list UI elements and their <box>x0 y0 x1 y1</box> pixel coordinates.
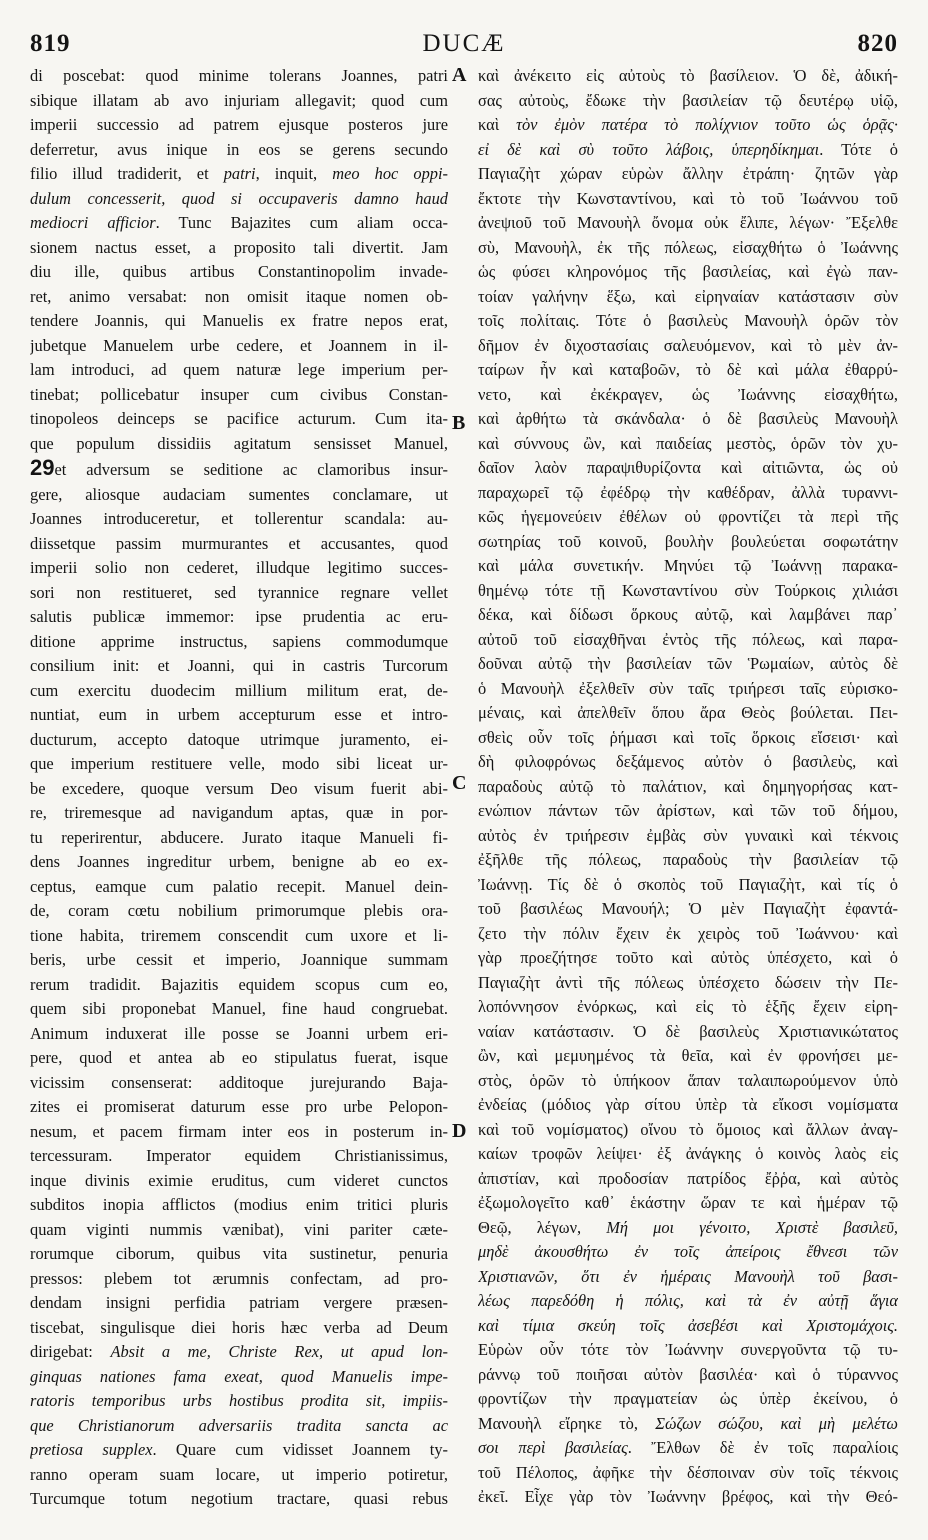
running-title: DUCÆ <box>422 30 506 57</box>
text-line: θημένῳ τότε τῇ Κωνσταντίνου σὺν Τούρκοις χιλιάσι <box>478 580 898 600</box>
text-line: καὶ τοῦ νομίσματος) οἴνου τὸ ὅμοιος καὶ ἄλλων ἀναγ- <box>478 1119 898 1139</box>
text-line: subditos inopia afflictos (modius enim tritici pluris <box>30 1195 448 1214</box>
text-line: ἐξωμολογεῖτο καθ᾽ ἑκάστην ὥραν τε καὶ ἡμέραν τῷ <box>478 1193 898 1212</box>
text-line: τοῦ Πέλοπος, ἀφῆκε τὴν δέσποιναν σὺν τοῖς τέκνοις <box>478 1462 898 1482</box>
text-line: Παγιαζὴτ χώραν εὑρὼν ἄλλην ἐτράπη· ζητῶν γὰρ <box>478 164 898 183</box>
text-line: pretiosa supplex. Quare cum vidisset Joannem ty- <box>30 1440 448 1459</box>
text-line: dens Joannes ingreditur urbem, benigne ab eo ex- <box>30 852 448 871</box>
text-line: γὰρ προεζήτησε τοῦτο καὶ αὐτὸς ὑπέσχετο, καὶ ὁ <box>478 948 898 967</box>
text-line: nuntiat, eum in urbem accepturum esse et intro- <box>30 705 448 724</box>
margin-marker-b: B <box>452 412 466 434</box>
text-line: ταίρων ἦν καὶ καταβοῶν, τὸ δὲ καὶ μάλα ἐθαρρύ- <box>478 360 898 379</box>
text-line: quam viginti nummis vænibat), vini pariter cæte- <box>30 1219 448 1239</box>
text-line: que Christianorum adversariis tradita sancta ac <box>30 1415 448 1435</box>
text-line: vicissim consenserat: additoque jurejurando Baja- <box>30 1072 448 1092</box>
text-line: τοίαν γαλήνην ἕξω, καὶ εἰρηναίαν κατάστασιν σὺν <box>478 286 898 306</box>
text-line: gere, aliosque audaciam sumentes conclamare, ut <box>30 484 448 504</box>
text-line: 29et adversum se seditione ac clamoribus insur- <box>30 456 448 480</box>
text-line: ἐκεῖ. Εἶχε γὰρ τὸν Ἰωάννην βρέφος, καὶ τὴν Θεό- <box>478 1487 898 1506</box>
text-line: καὶ σύννους ὢν, καὶ παιδείας μεστὸς, ὁρῶν τὸν χυ- <box>478 433 898 453</box>
text-line: κῶς ἡγεμονεύειν ἐθέλων οὐ φροντίζει τὰ περὶ τῆς <box>478 507 898 526</box>
margin-marker-a: A <box>452 64 467 86</box>
text-line: σὺ, Μανουὴλ, ἐκ τῆς πόλεως, εἰσαχθήτω ὁ Ἰωάννης <box>478 237 898 257</box>
text-line: ginquas nationes fama exeat, quod Manuelis impe- <box>30 1366 448 1386</box>
page-header <box>30 30 898 64</box>
text-line: dendam insigni perfidia patriam vergere præsen- <box>30 1293 448 1312</box>
text-line: mediocri afficior. Tunc Bajazites cum aliam occa- <box>30 213 448 232</box>
text-line: deferretur, avus inique in eos se gerens secundo <box>30 139 448 159</box>
text-line: tinopoleos deinceps se pacifice acturum. Cum ita- <box>30 409 448 428</box>
text-line: tercessuram. Imperator equidem Christianissimus, <box>30 1146 448 1165</box>
text-line: ἐξῆλθε τῆς πόλεως, παραδοὺς τὴν βασιλείαν τῷ <box>478 850 898 869</box>
text-line: ενώπιον πάντων τῶν ἀρίστων, καὶ τῶν τοῦ δήμου, <box>478 801 898 820</box>
text-line: Μανουὴλ εἴρηκε τὸ, Σώζων σώζου, καὶ μὴ μελέτω <box>478 1413 898 1433</box>
text-line: ὢν, καὶ μεμυημένος τὰ θεῖα, καὶ ἐν φρονήσει με- <box>478 1046 898 1065</box>
text-line: tinebat; pollicebatur insuper cum civibus Constan- <box>30 384 448 404</box>
text-line: consilium init: et Joanni, qui in castris Turcorum <box>30 656 448 675</box>
text-line: pere, quod et antea ab eo stipulatus fuerat, isque <box>30 1048 448 1067</box>
text-line: tiscebat, singulisque diei horis hæc verba ad Deum <box>30 1317 448 1337</box>
text-line: Animum induxerat ille posse se Joanni urbem eri- <box>30 1023 448 1043</box>
text-line: filio illud tradiderit, et patri, inquit, meo hoc oppi- <box>30 164 448 183</box>
text-line: quem sibi proponebat Manuel, fine haud congruebat. <box>30 999 448 1018</box>
text-line: ditione apprime instructus, sapiens commodumque <box>30 631 448 651</box>
text-line: Χριστιανῶν, ὅτι ἐν ἡμέραις Μανουὴλ τοῦ βασι- <box>478 1266 898 1286</box>
text-line: δῆμον ἐν διχοστασίαις σαλευόμενον, καὶ τὸ μὲν ἀν- <box>478 335 898 355</box>
text-line: diissetque passim murmurantes et accusantes, quod <box>30 533 448 553</box>
text-line: τοῦ βασιλέως Μανουήλ; Ὁ μὲν Παγιαζὴτ ἐφαντά- <box>478 899 898 918</box>
margin-marker-d: D <box>452 1120 467 1142</box>
text-line: Turcumque totum negotium tractare, quasi rebus <box>30 1489 448 1508</box>
text-line: nesum, et pacem firmam inter eos in posterum in- <box>30 1121 448 1141</box>
text-line: que imperium restituere velle, modo sibi liceat ur- <box>30 754 448 773</box>
text-line: ὁ Μανουὴλ ἐξελθεῖν σὺν ταῖς τριήρεσι ταῖς εὑρισκο- <box>478 678 898 698</box>
text-line: tendere Joannis, qui Manuelis ex fratre nepos erat, <box>30 311 448 330</box>
text-line: rerum tradidit. Bajazitis equidem scopus cum eo, <box>30 974 448 994</box>
greek-column <box>478 64 898 1524</box>
text-line: ράννῳ τοῦ ποιῆσαι αὐτὸν βασιλέα· καὶ ὁ τύραννος <box>478 1364 898 1384</box>
text-line: εἰ δὲ καὶ σὺ τοῦτο λάβοις, ὑπερηδίκημαι. Τότε ὁ <box>478 139 898 159</box>
text-line: imperii solio non cederet, illudque legitimo succes- <box>30 558 448 577</box>
text-line: sionem nactus esset, a proposito tali divertit. Jam <box>30 237 448 257</box>
text-line: Ἰωάννῃ. Τίς δὲ ὁ σκοπὸς τοῦ Παγιαζὴτ, καὶ τίς ὁ <box>478 874 898 894</box>
text-line: Θεῷ, λέγων, Μή μοι γένοιτο, Χριστὲ βασιλεῦ, <box>478 1217 898 1237</box>
text-line: que populum dissidiis agitatum sensisset Manuel, <box>30 433 448 453</box>
text-line: dulum concesserit, quod si occupaveris damno haud <box>30 188 448 208</box>
text-line: ἀνεψιοῦ τοῦ Μανουὴλ ὄνομα οὐκ ἔλιπε, λέγων· Ἔξελθε <box>478 213 898 232</box>
text-line: cum exercitu duodecim millium militum erat, de- <box>30 680 448 700</box>
text-line: rorumque ciborum, quibus vita sustinetur, penuria <box>30 1244 448 1263</box>
text-line: παραχωρεῖ τῷ ἐφέδρῳ τὴν καθέδραν, ἀλλὰ τυραννι- <box>478 482 898 502</box>
text-line: ἔκτοτε τὴν Κωνσταντίνου, καὶ τὸ τοῦ Ἰωάννου τοῦ <box>478 188 898 208</box>
text-line: καὶ μάλα συνετικήν. Μηνύει τῷ Ἰωάννῃ παρακα- <box>478 556 898 575</box>
text-line: μέναις, καὶ ἀπελθεῖν ὅπου ἄρα Θεὸς βούλεται. Πει- <box>478 703 898 722</box>
text-line: νετο, καὶ ἐκέκραγεν, ὡς Ἰωάννης εἰσαχθήτω, <box>478 384 898 404</box>
text-line: inque divinis eximie eruditus, cum videret cunctos <box>30 1170 448 1190</box>
text-line: τοῖς πολίταις. Τότε ὁ βασιλεὺς Μανουὴλ ὁρῶν τὸν <box>478 311 898 330</box>
text-line: λέως παρεδόθη ἡ πόλις, καὶ τὰ ἐν αὐτῇ ἅγια <box>478 1291 898 1310</box>
text-line: ζετο τὴν πόλιν ἔχειν ἐκ χειρὸς τοῦ Ἰωάννου· καὶ <box>478 923 898 943</box>
page-number-left: 819 <box>30 30 71 57</box>
text-line: zites ei promiserat daturum esse pro urbe Pelopon- <box>30 1097 448 1116</box>
text-line: σωτηρίας τοῦ κοινοῦ, βουλὴν βουλεύεται σοφωτάτην <box>478 531 898 551</box>
text-line: σας αὐτοὺς, ἔδωκε τὴν βασιλείαν τῷ δευτέρῳ υἱῷ, <box>478 90 898 110</box>
text-line: καὶ τὸν ἐμὸν πατέρα τὸ πολίχνιον τοῦτο ὡς ὁρᾷς· <box>478 115 898 134</box>
text-line: ducturum, accepto datoque utrimque juramento, ei- <box>30 729 448 749</box>
text-line: καὶ ἀνέκειτο εἰς αὐτοὺς τὸ βασίλειον. Ὁ δὲ, ἀδική- <box>478 66 898 85</box>
text-line: σθεὶς οὖν τοῖς ῥήμασι καὶ τοῖς ὅρκοις εἴσεισι· καὶ <box>478 727 898 747</box>
text-line: re, triremesque ad navigandum aptas, quæ in por- <box>30 803 448 822</box>
section-number: 29 <box>30 456 55 480</box>
text-line: lam introduci, ad quem naturæ lege imperium per- <box>30 360 448 379</box>
text-line: tu reperirentur, abducere. Jurato itaque Manueli fi- <box>30 827 448 847</box>
text-line: καὶ ἀρθήτω τὰ σκάνδαλα· ὁ δὲ βασιλεὺς Μανουὴλ <box>478 409 898 428</box>
text-line: salutis publicæ immemor: ipse prudentia ac eru- <box>30 607 448 626</box>
text-line: di poscebat: quod minime tolerans Joannes, patri <box>30 66 448 85</box>
margin-marker-c: C <box>452 772 467 794</box>
page-number-right: 820 <box>857 30 898 57</box>
text-line: Joannes introduceretur, et tollerentur scandala: au- <box>30 509 448 528</box>
text-line: ναίαν κατάστασιν. Ὁ δὲ βασιλεὺς Χριστιανικώτατος <box>478 1021 898 1041</box>
text-line: ἀπιστίαν, καὶ προδοσίαν πατρίδος ἔῤῥα, καὶ αὐτὸς <box>478 1168 898 1188</box>
text-line: δέκα, καὶ δίδωσι ὅρκους αὐτῷ, καὶ λαμβάνει παρ᾽ <box>478 605 898 624</box>
text-line: dirigebat: Absit a me, Christe Rex, ut apud lon- <box>30 1342 448 1361</box>
text-line: ὡς φύσει κληρονόμος τῆς βασιλείας, καὶ ἐγὼ παν- <box>478 262 898 281</box>
text-line: ret, animo versabat: non omisit itaque nomen ob- <box>30 286 448 306</box>
text-line: δοῦναι αὐτῷ τὴν βασιλείαν τῶν Ῥωμαίων, αὐτὸς δὲ <box>478 654 898 673</box>
text-line: ranno operam suam locare, ut imperio potiretur, <box>30 1464 448 1484</box>
text-line: παραδοὺς αὐτῷ τὸ παλάτιον, καὶ δημηγορήσας κατ- <box>478 776 898 796</box>
text-line: ceptus, eamque cum palatio recepit. Manuel dein- <box>30 876 448 896</box>
text-line: sori non restitueret, sed tyrannice regnare vellet <box>30 582 448 602</box>
text-line: Παγιαζὴτ ἀντὶ τῆς πόλεως ὑπέσχετο δώσειν τὴν Πε- <box>478 972 898 992</box>
text-line: jubetque Manuelem urbe cedere, et Joannem in il- <box>30 335 448 355</box>
text-line: μηδὲ ἀκουσθήτω ἐν τοῖς ἀπείροις ἔθνεσι τῶν <box>478 1242 898 1261</box>
text-line: diu ille, quibus artibus Constantinopolim invade- <box>30 262 448 281</box>
text-line: καίων τροφῶν λείψει· ἐξ ἀνάγκης ὁ κοινὸς λαὸς εἰς <box>478 1144 898 1163</box>
text-line: imperii successio ad patrem ejusque posteros jure <box>30 115 448 134</box>
text-line: beris, urbe cessit et imperio, Joannique summam <box>30 950 448 969</box>
latin-column <box>30 64 448 1524</box>
text-line: ἐνδείας (μόδιος γὰρ σίτου ὑπὲρ τὰ εἴκοσι νομίσματα <box>478 1095 898 1114</box>
text-line: δαῖον λαὸν παραψιθυρίζοντα καὶ αἰτιῶντα, ὡς οὐ <box>478 458 898 477</box>
text-line: Εὑρὼν οὖν τότε τὸν Ἰωάννην συνεργοῦντα τῷ τυ- <box>478 1340 898 1359</box>
text-line: καὶ τίμια σκεύη τοῖς ἀσεβέσι καὶ Χριστομάχοις. <box>478 1315 898 1335</box>
text-line: ratoris temporibus urbs hostibus prodita sit, impiis- <box>30 1391 448 1410</box>
text-line: tione habita, triremem conscendit cum uxore et li- <box>30 925 448 945</box>
text-line: be excedere, quoque versum Deo visum fuerit abi- <box>30 778 448 798</box>
text-line: sibique illatam ab avo injuriam allegavit; quod cum <box>30 90 448 110</box>
text-line: φροντίζων τὴν πραγματείαν ὡς ὑπὲρ ἐκείνου, ὁ <box>478 1389 898 1408</box>
text-line: σοι περὶ βασιλείας. Ἔλθων δὲ ἐν τοῖς παραλίοις <box>478 1438 898 1457</box>
text-line: pressos: plebem tot ærumnis confectam, ad pro- <box>30 1268 448 1288</box>
text-line: αὐτὸς ἐν τριήρεσιν ἐμβὰς σὺν γυναικὶ καὶ τέκνοις <box>478 825 898 845</box>
text-line: λοπόννησον ἐνόρκως, καὶ εἰς τὸ ἑξῆς ἔχειν εἰρη- <box>478 997 898 1016</box>
text-line: de, coram cœtu nobilium primorumque plebis ora- <box>30 901 448 920</box>
text-line: αὐτοῦ τοῦ εἰσαχθῆναι ἐντὸς τῆς πόλεως, καὶ παρα- <box>478 629 898 649</box>
text-line: δὴ φιλοφρόνως δεξάμενος αὐτὸν ὁ βασιλεὺς, καὶ <box>478 752 898 771</box>
text-line: στὸς, ὁρῶν τὸ ὑπήκοον ἅπαν ταλαιπωρούμενον ὑπὸ <box>478 1070 898 1090</box>
